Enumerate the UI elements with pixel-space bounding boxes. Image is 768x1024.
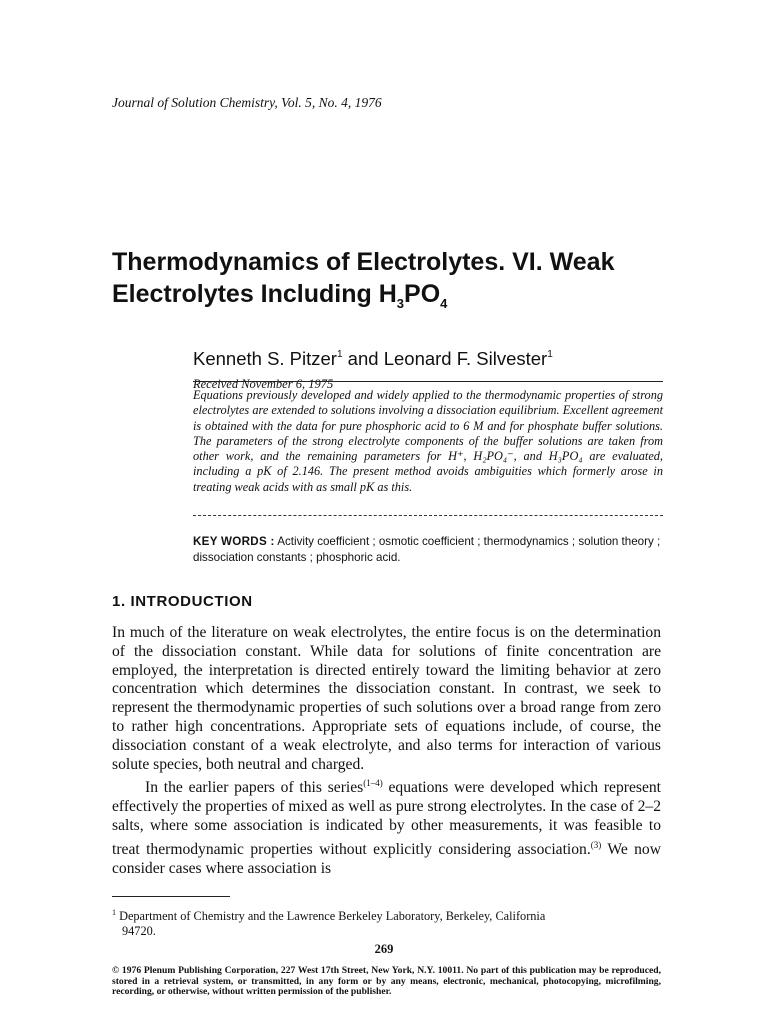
paragraph-2-part-a: In the earlier papers of this series [145,779,364,797]
paragraph-2-part-b: equations were developed which represent effectively the properties of mixed as well as pure strong electrolytes. In the case of 2–2 salts, where some association is indicated by other measurements, it was feasible to treat thermodynamic properties without explicitly considering association. [112,779,662,858]
keywords-text: Activity coefficient ; osmotic coefficient ; thermodynamics ; solution theory ; dissociation constants ; phosphoric acid. [193,535,661,564]
author-2-footnote-mark: 1 [547,349,553,360]
author-line [193,348,553,370]
page-number: 269 [374,942,394,956]
author-joiner: and [342,348,384,369]
title-subscript-3: 3 [396,296,405,311]
journal-citation: Journal of Solution Chemistry, Vol. 5, No. 4, 1976 [112,95,382,110]
title-po: PO [404,280,441,308]
keywords [193,534,665,566]
footnote [112,905,662,939]
paragraph-2-part-c: We now consider cases where association is [112,840,661,877]
author-1-footnote-mark: 1 [336,349,343,360]
paragraph-2 [112,774,661,878]
footnote-line-2: 94720. [122,924,156,939]
title-line-1: Thermodynamics of Electrolytes. VI. Weak [112,248,615,276]
footnote-rule [112,896,230,897]
footnote-mark: 1 [112,908,116,917]
section-heading: 1. INTRODUCTION [112,593,253,610]
abstract: Equations previously developed and widely applied to the thermodynamic properties of strong electrolytes are extended to solutions involving a dissociation equilibrium. Excellent agreement is obtained with the data for pure phosphoric acid to 6 M and for phosphate buffer solutions. The parameters of the strong electrolyte components of the buffer solutions are taken from other work, and the remaining parameters for H⁺, H₂PO₄⁻, and H₃PO₄ are evaluated, including a pK of 2.146. The present method avoids ambiguities which formerly arose in treating weak acids with as small pK as this. [193,388,663,494]
keywords-label: KEY WORDS : [193,535,275,548]
author-2: Leonard F. Silvester [383,348,548,369]
title-subscript-4: 4 [440,296,448,311]
footnote-text: Department of Chemistry and the Lawrence Berkeley Laboratory, Berkeley, California [116,909,546,924]
title-line-2-prefix: Electrolytes Including H [112,280,397,308]
article-title [112,246,712,320]
copyright-notice: © 1976 Plenum Publishing Corporation, 227 West 17th Street, New York, N.Y. 10011. No part of this publication may be reproduced, stored in a retrieval system, or transmitted, in any form or by any means, electronic, mechanical, photocopying, microfilming, recording, or otherwise, without written permission of the publisher. [112,965,661,998]
body-text [112,624,661,878]
citation-ref-2: (3) [590,839,602,850]
footnote-line-1 [112,905,662,924]
abstract-bottom-rule [193,515,663,516]
author-1: Kenneth S. Pitzer [193,348,337,369]
received-date: Received November 6, 1975 [193,377,334,391]
title-line-2 [112,278,712,320]
citation-ref-1: (1–4) [363,778,383,789]
abstract-top-rule [193,381,663,382]
paragraph-1: In much of the literature on weak electrolytes, the entire focus is on the determination of the dissociation constant. While data for solutions of finite concentration are employed, the interpretation is directed entirely toward the limiting behavior at zero concentration which determines the dissociation constant. In contrast, we seek to represent the thermodynamic properties of such solutions over a broad range from zero to rather high concentrations. Appropriate sets of equations include, of course, the dissociation constant of a weak electrolyte, and also terms for interaction of various solute species, both neutral and charged. [112,624,661,773]
